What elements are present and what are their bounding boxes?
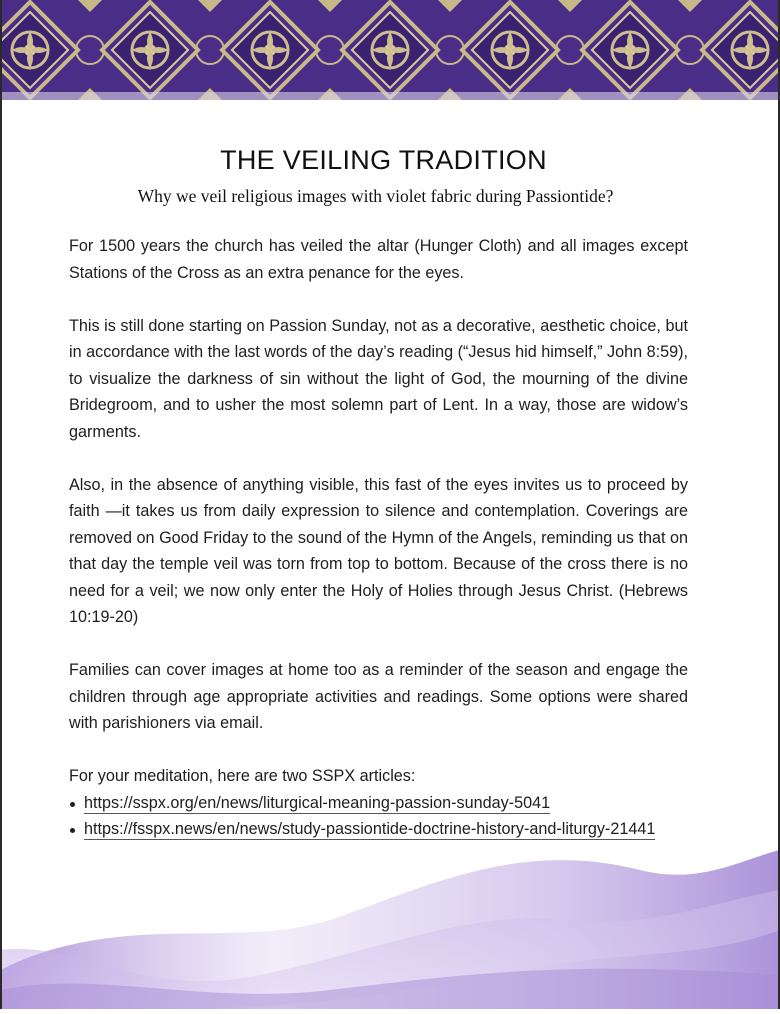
page-subtitle: Why we veil religious images with violet fabric during Passiontide? [137,186,614,206]
links-intro: For your meditation, here are two SSPX articles: [69,767,416,785]
page-title: THE VEILING TRADITION [220,145,547,175]
paragraph-history: For 1500 years the church has veiled the altar (Hunger Cloth) and all images except Stations of the Cross as an extra penance for the eyes. [69,237,688,282]
paragraph-families: Families can cover images at home too as a reminder of the season and engage the children through age appropriate activities and readings. Some options were shared with parishioners via email. [69,661,688,732]
paragraph-fast-of-eyes: Also, in the absence of anything visible, this fast of the eyes invites us to proceed by faith —it takes us from daily expression to silence and contemplation. Coverings are removed on Good Friday to the sound of the Hymn of the Angels, reminding us that on that day the temple veil was torn from top to bottom. Because of the cross there is no need for a veil; we now only enter the Holy of Holies through Jesus Christ. (Hebrews 10:19-20) [69,475,688,626]
link-passiontide-study-article[interactable]: https://fsspx.news/en/news/study-passiontide-doctrine-history-and-liturgy-21441 [84,820,656,838]
article-links-list [69,790,688,843]
article-content [69,145,688,843]
link-passion-sunday-article[interactable]: https://sspx.org/en/news/liturgical-meaning-passion-sunday-5041 [84,793,551,812]
list-item [69,790,688,817]
ornamental-banner [0,0,780,100]
paragraph-passion-sunday: This is still done starting on Passion Sunday, not as a decorative, aesthetic choice, but in accordance with the last words of the day’s reading (“Jesus hid himself,” John 8:59), to visualize the darkness of sin without the light of God, the mourning of the divine Bridegroom, and to usher the most solemn part of Lent. In a way, those are widow’s garments. [69,316,688,441]
list-item [69,816,688,843]
